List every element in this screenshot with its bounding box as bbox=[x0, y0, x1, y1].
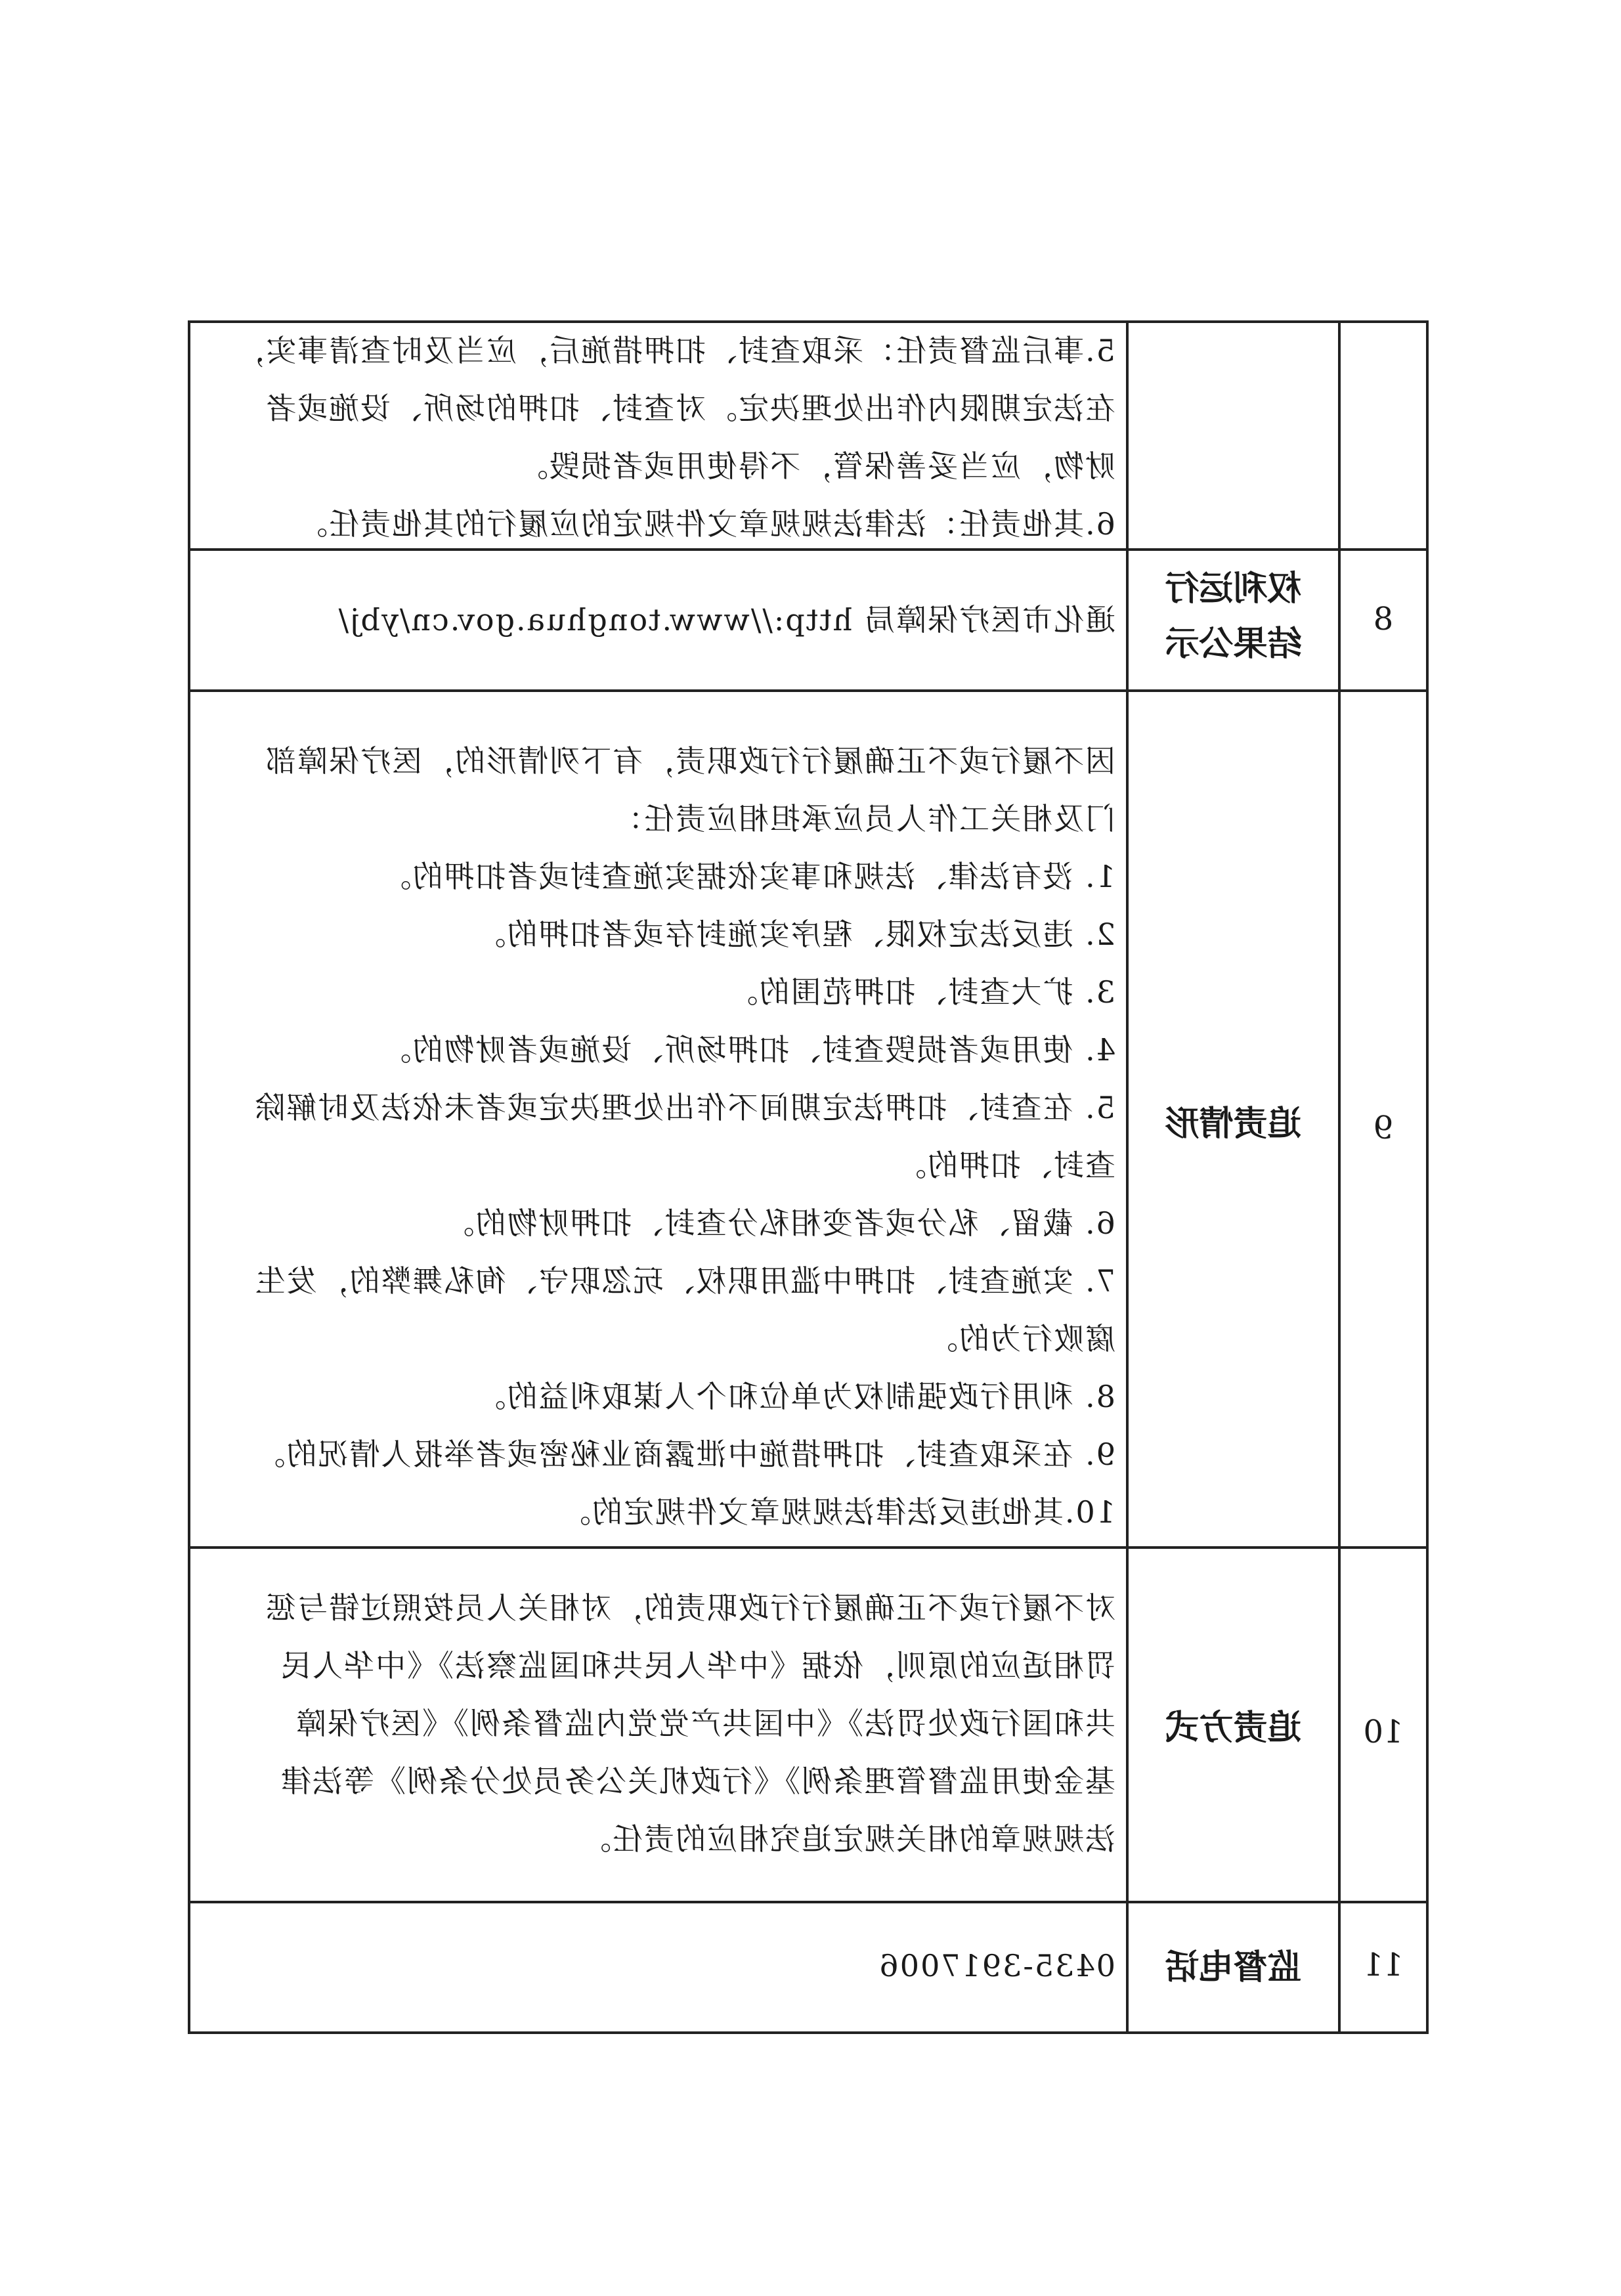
content-line: 门及相关工作人员应承担相应责任： bbox=[611, 801, 1115, 836]
row-label bbox=[1129, 1940, 1338, 1995]
content-line: 共和国行政处罚法》《中国共产党党内监督条例》《医疗保障 bbox=[295, 1706, 1115, 1741]
content-line: 查封、扣押的。 bbox=[895, 1148, 1115, 1183]
content-line: 0435-3917006 bbox=[878, 1948, 1115, 1983]
content-line: 1. 没有法律、法规和事实依据实施查封或者扣押的。 bbox=[379, 859, 1115, 894]
label-line: 结果公示 bbox=[1165, 624, 1302, 664]
label-line: 追责情形 bbox=[1165, 1104, 1302, 1144]
label-line: 监督电话 bbox=[1165, 1947, 1302, 1987]
row-divider bbox=[188, 689, 1429, 692]
row-label bbox=[1129, 1700, 1338, 1756]
content-line: 8. 利用行政强制权为单位和个人谋取利益的。 bbox=[474, 1379, 1115, 1414]
content-line: 9. 在采取查封、扣押措施中泄露商业秘密或者举报人情况的。 bbox=[253, 1437, 1115, 1472]
content-line: 在法定期限内作出处理决定。对查封、扣押的场所、设施或者 bbox=[265, 391, 1115, 426]
label-line: 权利运行 bbox=[1165, 569, 1302, 609]
row-number: 10 bbox=[1363, 1714, 1404, 1750]
content-line: 4. 使用或者损毁查封、扣押场所、设施或者财物的。 bbox=[379, 1032, 1115, 1068]
row-divider bbox=[188, 1546, 1429, 1549]
content-line: 对不履行或不正确履行行政职责的，对相关人员按照过错与惩 bbox=[265, 1590, 1115, 1626]
content-line: 6.其他责任：法律法规规章文件规定的应履行的其他责任。 bbox=[296, 506, 1115, 542]
row-divider bbox=[188, 1901, 1429, 1903]
row-number: 9 bbox=[1373, 1110, 1394, 1146]
content-line: 因不履行或不正确履行行政职责，有下列情形的，医疗保障部 bbox=[265, 743, 1115, 779]
label-line: 追责方式 bbox=[1165, 1708, 1302, 1748]
content-line: 通化市医疗保障局 http://www.tonghua.gov.cn/ybj/ bbox=[337, 602, 1115, 638]
column-divider bbox=[1426, 320, 1429, 2034]
row-label bbox=[1129, 561, 1338, 672]
row-number: 11 bbox=[1363, 1947, 1404, 1983]
content-line: 3. 扩大查封、扣押范围的。 bbox=[726, 974, 1115, 1010]
content-line: 法规规章的相关规定追究相应的责任。 bbox=[580, 1821, 1115, 1857]
row-content bbox=[265, 1579, 1115, 1868]
row-content bbox=[253, 732, 1115, 1541]
row-content bbox=[878, 1937, 1115, 1995]
row-number: 8 bbox=[1373, 601, 1394, 638]
row-content bbox=[337, 591, 1115, 649]
row-content bbox=[233, 322, 1115, 553]
content-line: 2. 违反法定权限、程序实施封存或者扣押的。 bbox=[474, 917, 1115, 952]
content-line: 基金使用监督管理条例》《行政机关公务员处分条例》等法律 bbox=[280, 1764, 1115, 1799]
content-line: 5. 在查封、扣押法定期间不作出处理决定或者未依法及时解除 bbox=[253, 1090, 1115, 1125]
content-line: 7. 实施查封、扣押中滥用职权、玩忽职守、徇私舞弊的，发生 bbox=[253, 1263, 1115, 1299]
content-line: 10.其他违反法律法规规章文件规定的。 bbox=[559, 1494, 1115, 1530]
column-divider bbox=[1338, 320, 1341, 2034]
content-line: 腐败行为的。 bbox=[926, 1321, 1115, 1356]
content-line: 6. 截留、私分或者变相私分查封、扣押财物的。 bbox=[443, 1205, 1115, 1241]
content-line: 5.事后监督责任：采取查封、扣押措施后，应当及时查清事实， bbox=[233, 333, 1115, 368]
content-line: 罚相适应的原则，依据《中华人民共和国监察法》《中华人民 bbox=[280, 1648, 1115, 1683]
content-line: 财物，应当妥善保管，不得使用或者损毁。 bbox=[517, 448, 1115, 484]
row-label bbox=[1129, 1096, 1338, 1152]
